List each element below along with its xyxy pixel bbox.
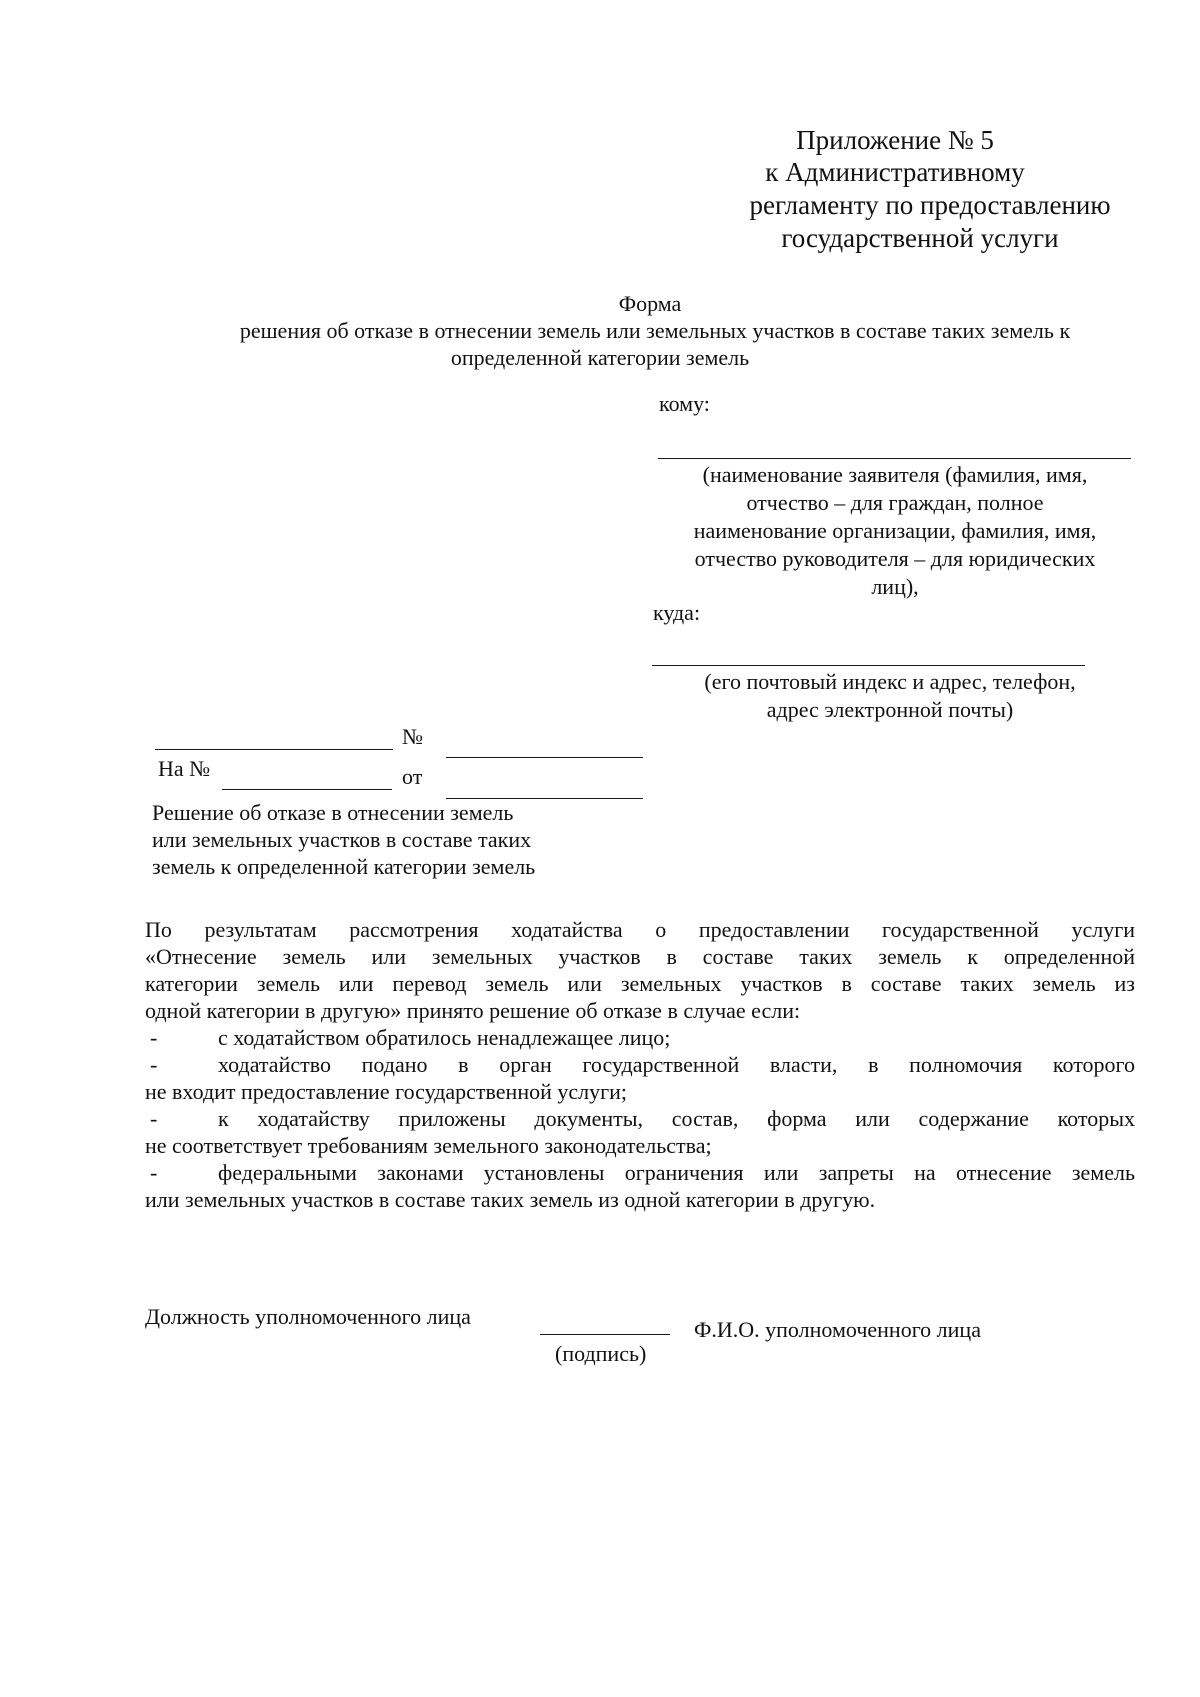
outgoing-date-line: [155, 749, 393, 750]
body-intro-line-3: категории земель или перевод земель или земельных участков в составе таких земель из: [145, 971, 1135, 996]
reason-4-line-2: или земельных участков в составе таких земель из одной категории в другую.: [145, 1187, 876, 1212]
where-label: куда:: [653, 600, 701, 625]
to-note-line-1: (наименование заявителя (фамилия, имя,: [702, 462, 1088, 487]
appendix-line-3: регламенту по предоставлению: [749, 190, 1111, 220]
signature-line: [540, 1334, 670, 1335]
number-sign: №: [402, 724, 423, 749]
reference-number-line: [222, 789, 392, 790]
subject-line-3: земель к определенной категории земель: [152, 854, 536, 879]
reference-number-label: На №: [158, 756, 211, 781]
where-note-line-2: адрес электронной почты): [766, 697, 1014, 722]
reason-2-line-1: ходатайство подано в орган государственной власти, в полномочия которого: [218, 1052, 1135, 1077]
to-note-line-5: лиц),: [871, 574, 919, 599]
outgoing-number-line: [446, 757, 643, 758]
official-name: Ф.И.О. уполномоченного лица: [694, 1317, 981, 1342]
appendix-line-2: к Административному: [765, 157, 1025, 187]
from-label: от: [402, 764, 423, 789]
to-note-line-3: наименование организации, фамилия, имя,: [693, 518, 1097, 543]
body-intro-line-4: одной категории в другую» принято решение об отказе в случае если:: [145, 998, 801, 1023]
where-note-line-1: (его почтовый индекс и адрес, телефон,: [704, 669, 1076, 694]
bullet-mark: -: [150, 1160, 158, 1185]
official-position: Должность уполномоченного лица: [145, 1304, 471, 1329]
appendix-line-1: Приложение № 5: [796, 125, 994, 155]
reason-3-line-1: к ходатайству приложены документы, состав, форма или содержание которых: [218, 1106, 1135, 1131]
body-intro-line-1: По результатам рассмотрения ходатайства о предоставлении государственной услуги: [145, 917, 1135, 942]
reason-4-line-1: федеральными законами установлены ограничения или запреты на отнесение земель: [218, 1160, 1135, 1185]
signature-caption: (подпись): [555, 1341, 647, 1366]
bullet-mark: -: [150, 1106, 158, 1131]
subject-line-1: Решение об отказе в отнесении земель: [152, 800, 514, 825]
bullet-mark: -: [150, 1025, 158, 1050]
reason-2-line-2: не входит предоставление государственной услуги;: [145, 1079, 628, 1104]
body-intro-line-2: «Отнесение земель или земельных участков в составе таких земель к определенной: [145, 944, 1135, 969]
to-note-line-2: отчество – для граждан, полное: [746, 490, 1044, 515]
bullet-mark: -: [150, 1052, 158, 1077]
where-fill-line: [652, 665, 1085, 666]
reference-date-line: [446, 798, 643, 799]
subject-line-2: или земельных участков в составе таких: [152, 827, 532, 852]
to-fill-line: [658, 458, 1131, 459]
to-note-line-4: отчество руководителя – для юридических: [694, 546, 1096, 571]
form-label: Форма: [618, 291, 682, 316]
to-label: кому:: [659, 391, 710, 416]
form-title-line-1: решения об отказе в отнесении земель или земельных участков в составе таких земель к: [239, 318, 1071, 343]
appendix-line-4: государственной услуги: [781, 223, 1059, 253]
reason-1: с ходатайством обратилось ненадлежащее лицо;: [218, 1025, 671, 1050]
form-title-line-2: определенной категории земель: [450, 345, 750, 370]
reason-3-line-2: не соответствует требованиям земельного законодательства;: [145, 1133, 712, 1158]
